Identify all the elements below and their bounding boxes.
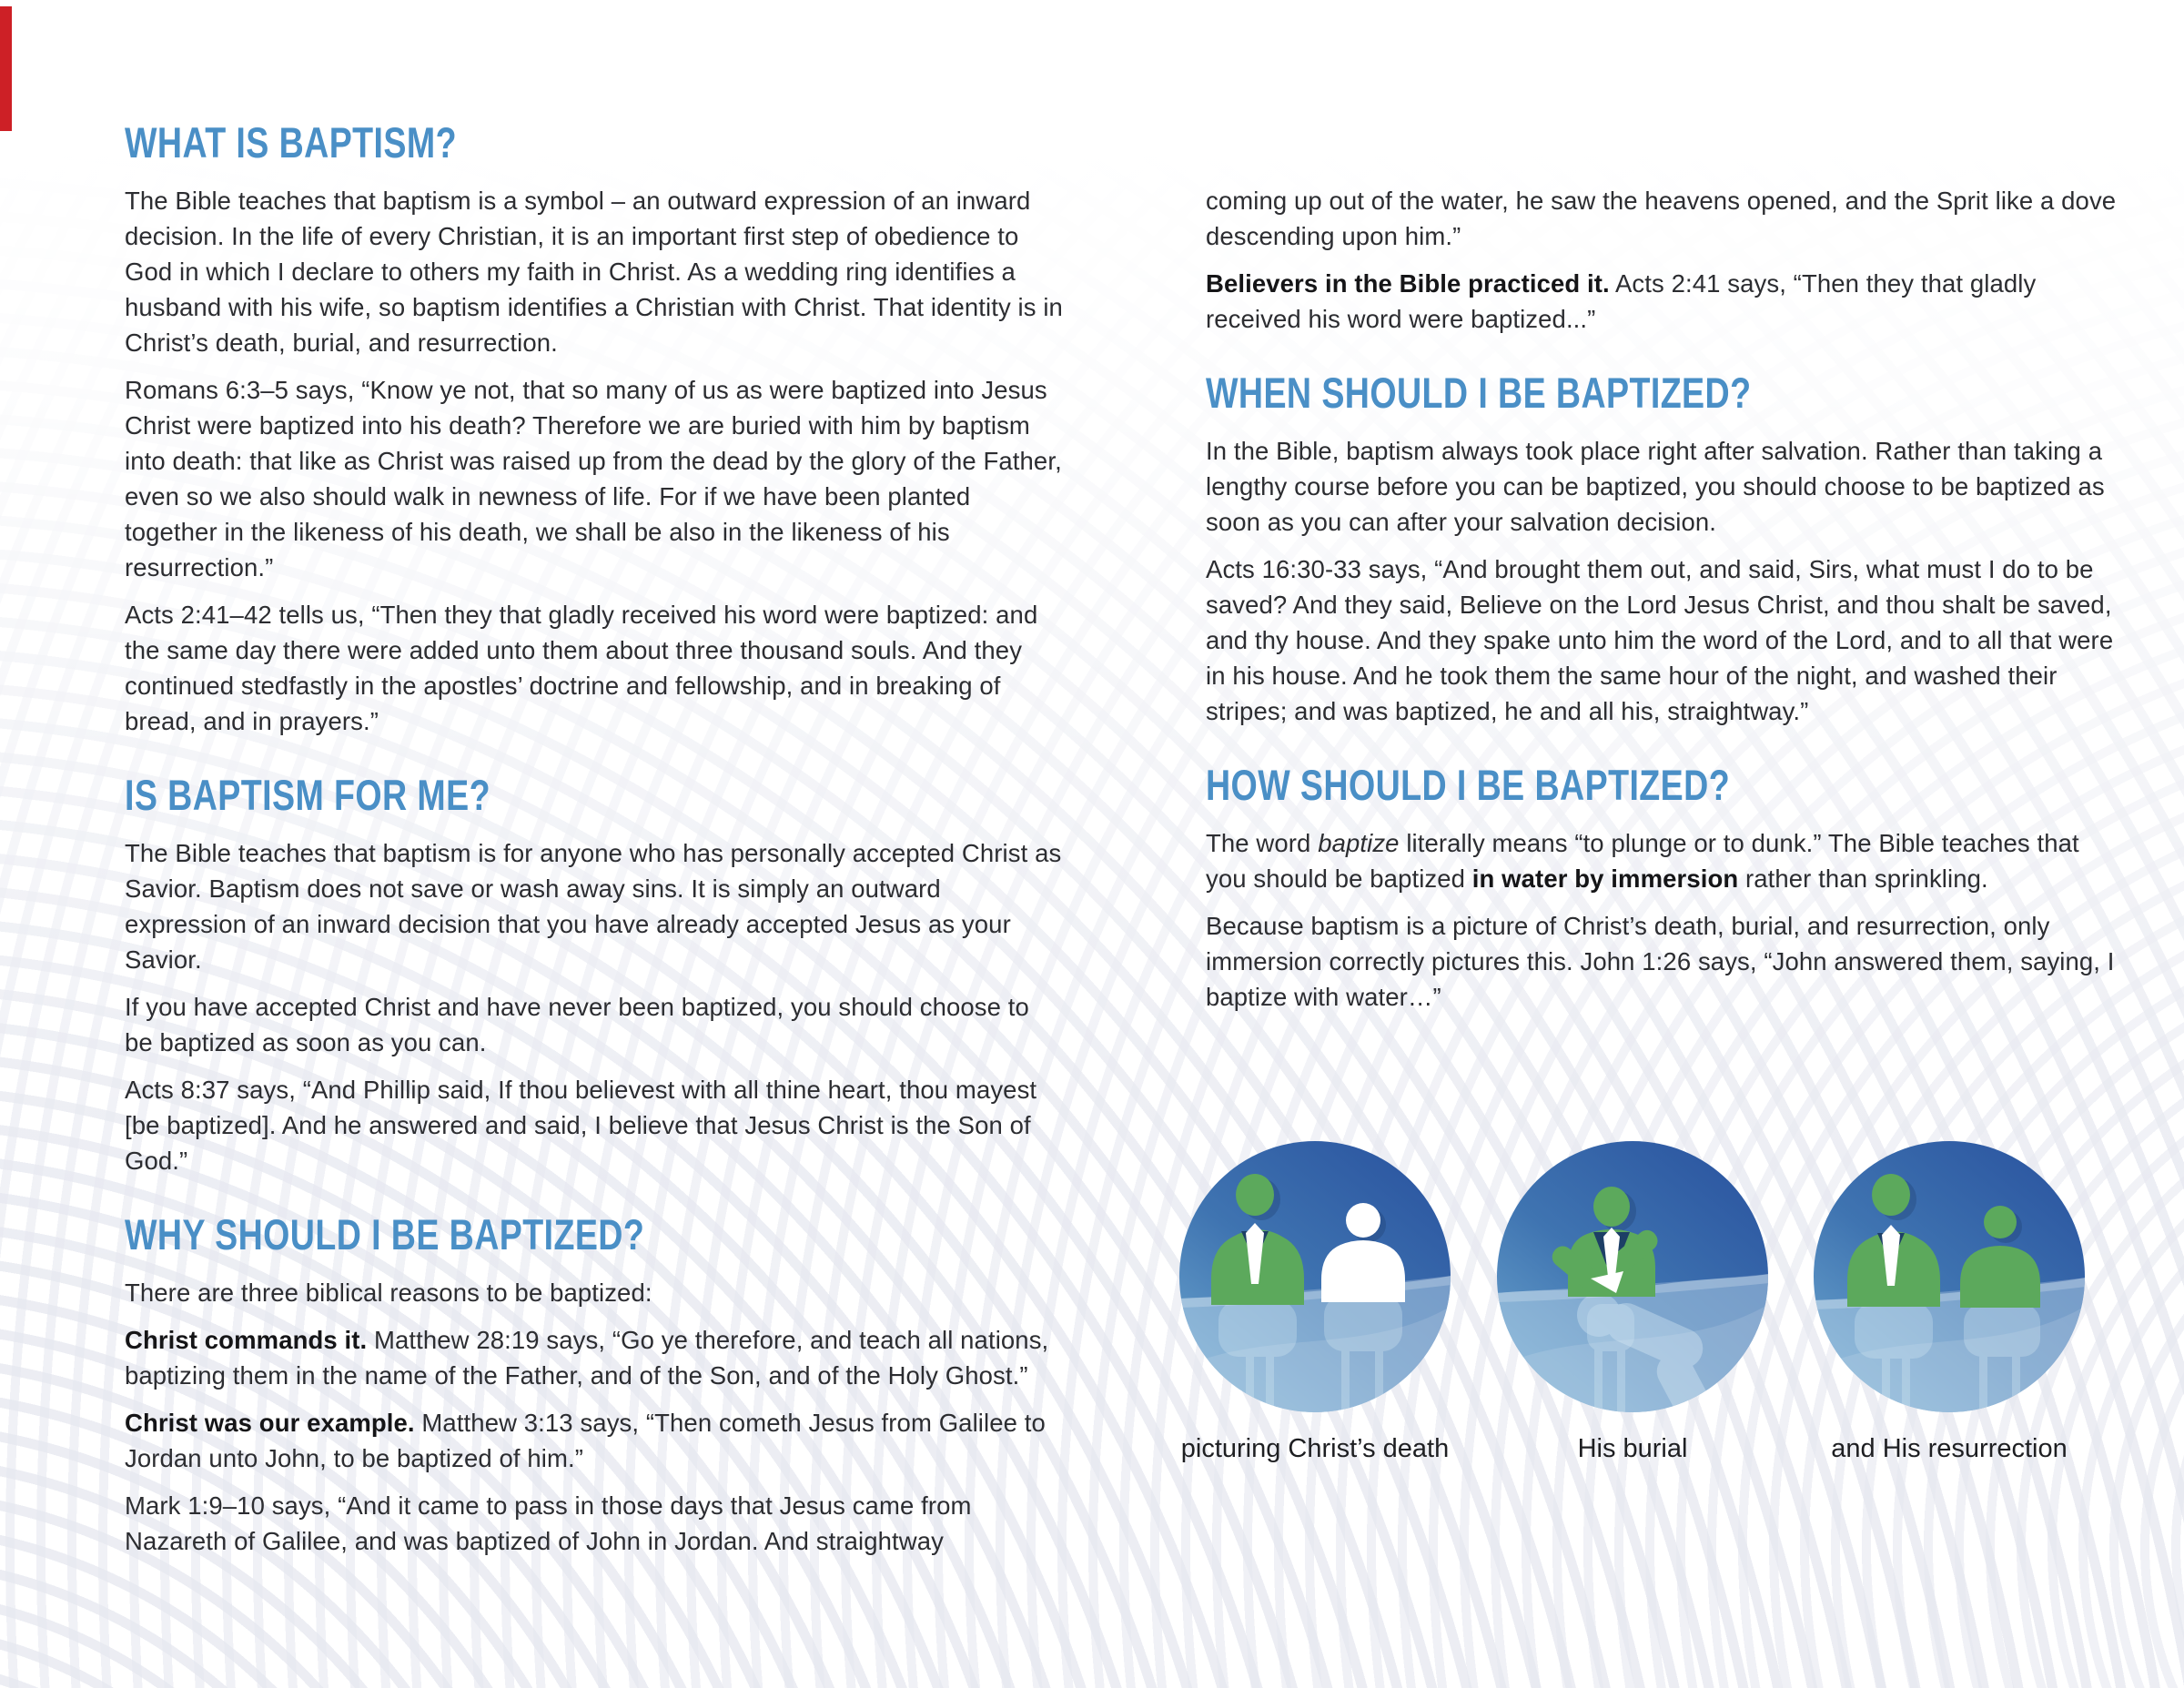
text-run: Believers in the Bible practiced it. (1206, 269, 1610, 298)
section-heading (125, 1211, 1064, 1258)
paragraph (1206, 266, 2118, 337)
paragraph (125, 1275, 1064, 1310)
text-run: Christ commands it. (125, 1326, 368, 1354)
text-run: Mark 1:9–10 says, “And it came to pass in those days that Jesus came from Nazareth of Galilee, and was baptized of John in Jordan. And straightway (125, 1491, 972, 1555)
section-heading-text: WHAT IS BAPTISM? (125, 118, 457, 167)
text-run: The Bible teaches that baptism is for anyone who has personally accepted Christ as Savior. Baptism does not save or wash away sins. It is simply an outward expression of an inward decision that you have already accepted Jesus as your Savior. (125, 839, 1062, 974)
text-run: The Bible teaches that baptism is a symbol – an outward expression of an inward decision. In the life of every Christian, it is an important first step of obedience to God in which I declare to others my faith in Christ. As a wedding ring identifies a husband with his wife, so baptism identifies a Christian with Christ. That identity is in Christ’s death, burial, and resurrection. (125, 187, 1063, 357)
paragraph (125, 1072, 1064, 1178)
illustration-caption: picturing Christ’s death (1180, 1434, 1450, 1463)
paragraph (1206, 551, 2118, 729)
section-heading-text: HOW SHOULD I BE BAPTIZED? (1206, 761, 1731, 809)
text-run: Because baptism is a picture of Christ’s death, burial, and resurrection, only immersion correctly pictures this. John 1:26 says, “John answered them, saying, I baptize with water…” (1206, 912, 2115, 1011)
paragraph (125, 372, 1064, 585)
text-run: rather than sprinkling. (1738, 864, 1988, 893)
paragraph (125, 1322, 1064, 1393)
text-run: in water by immersion (1471, 864, 1739, 893)
text-run: literally means “to plunge or to dunk.” The Bible teaches that you should be baptized (1206, 829, 2079, 893)
illustration-caption: His burial (1577, 1434, 1688, 1463)
section-heading (1206, 369, 2118, 417)
text-run: Acts 8:37 says, “And Phillip said, If thou believest with all thine heart, thou mayest [be baptized]. And he answered and said, I believe that Jesus Christ is the Son of God.” (125, 1076, 1037, 1175)
text-run: Acts 16:30-33 says, “And brought them out, and said, Sirs, what must I do to be saved? And they said, Believe on the Lord Jesus Christ, and thou shalt be saved, and thy house. And they spake unto him the word of the Lord, and to all that were in his house. And he took them the same hour of the night, and washed their stripes; and was baptized, he and all his, straightway.” (1206, 555, 2114, 725)
illustration-burial (1496, 1140, 1769, 1464)
baptism-death-icon (1178, 1140, 1451, 1413)
illustration-resurrection (1813, 1140, 2086, 1464)
illustration-caption: and His resurrection (1831, 1434, 2068, 1463)
section-heading-text: WHY SHOULD I BE BAPTIZED? (125, 1210, 645, 1258)
text-run: coming up out of the water, he saw the heavens opened, and the Sprit like a dove descending upon him.” (1206, 187, 2117, 250)
paragraph (125, 597, 1064, 739)
right-column (1206, 183, 2118, 1026)
paragraph (1206, 433, 2118, 540)
paragraph (125, 183, 1064, 360)
text-run: The word (1206, 829, 1319, 857)
baptism-resurrection-icon (1813, 1140, 2086, 1413)
paragraph (125, 989, 1064, 1060)
section-heading (1206, 762, 2118, 809)
paragraph (1206, 908, 2118, 1015)
section-heading-text: WHEN SHOULD I BE BAPTIZED? (1206, 369, 1752, 417)
text-run: Acts 2:41–42 tells us, “Then they that gladly received his word were baptized: and the same day there were added unto them about three thousand souls. And they continued stedfastly in the apostles’ doctrine and fellowship, and in breaking of bread, and in prayers.” (125, 601, 1038, 735)
text-run: Matthew 28:19 says, “Go ye therefore, and teach all nations, baptizing them in the name of the Father, and of the Son, and of the Holy Ghost.” (125, 1326, 1049, 1390)
text-run: Matthew 3:13 says, “Then cometh Jesus from Galilee to Jordan unto John, to be baptized of him.” (125, 1409, 1046, 1472)
paragraph (1206, 183, 2118, 254)
text-run: Acts 2:41 says, “Then they that gladly received his word were baptized...” (1206, 269, 2037, 333)
text-run: If you have accepted Christ and have never been baptized, you should choose to be baptized as soon as you can. (125, 993, 1029, 1056)
left-column (125, 119, 1064, 1571)
text-run: baptize (1318, 829, 1400, 857)
paragraph (125, 835, 1064, 977)
paragraph (125, 1405, 1064, 1476)
text-run: Romans 6:3–5 says, “Know ye not, that so many of us as were baptized into Jesus Christ were baptized into his death? Therefore we are buried with him by baptism into death: that like as Christ was raised up from the dead by the glory of the Father, even so we also should walk in newness of life. For if we have been planted together in the likeness of his death, we shall be also in the likeness of his resurrection.” (125, 376, 1062, 581)
fold-mark (0, 6, 12, 131)
section-heading (125, 119, 1064, 167)
text-run: Christ was our example. (125, 1409, 415, 1437)
baptism-burial-icon (1496, 1140, 1769, 1413)
section-heading-text: IS BAPTISM FOR ME? (125, 771, 490, 819)
paragraph (125, 1488, 1064, 1559)
text-run: There are three biblical reasons to be baptized: (125, 1279, 652, 1307)
text-run: In the Bible, baptism always took place right after salvation. Rather than taking a lengthy course before you can be baptized, you should choose to be baptized as soon as you can after your salvation decision. (1206, 437, 2105, 536)
section-heading (125, 772, 1064, 819)
illustration-death (1178, 1140, 1451, 1464)
paragraph (1206, 825, 2118, 896)
